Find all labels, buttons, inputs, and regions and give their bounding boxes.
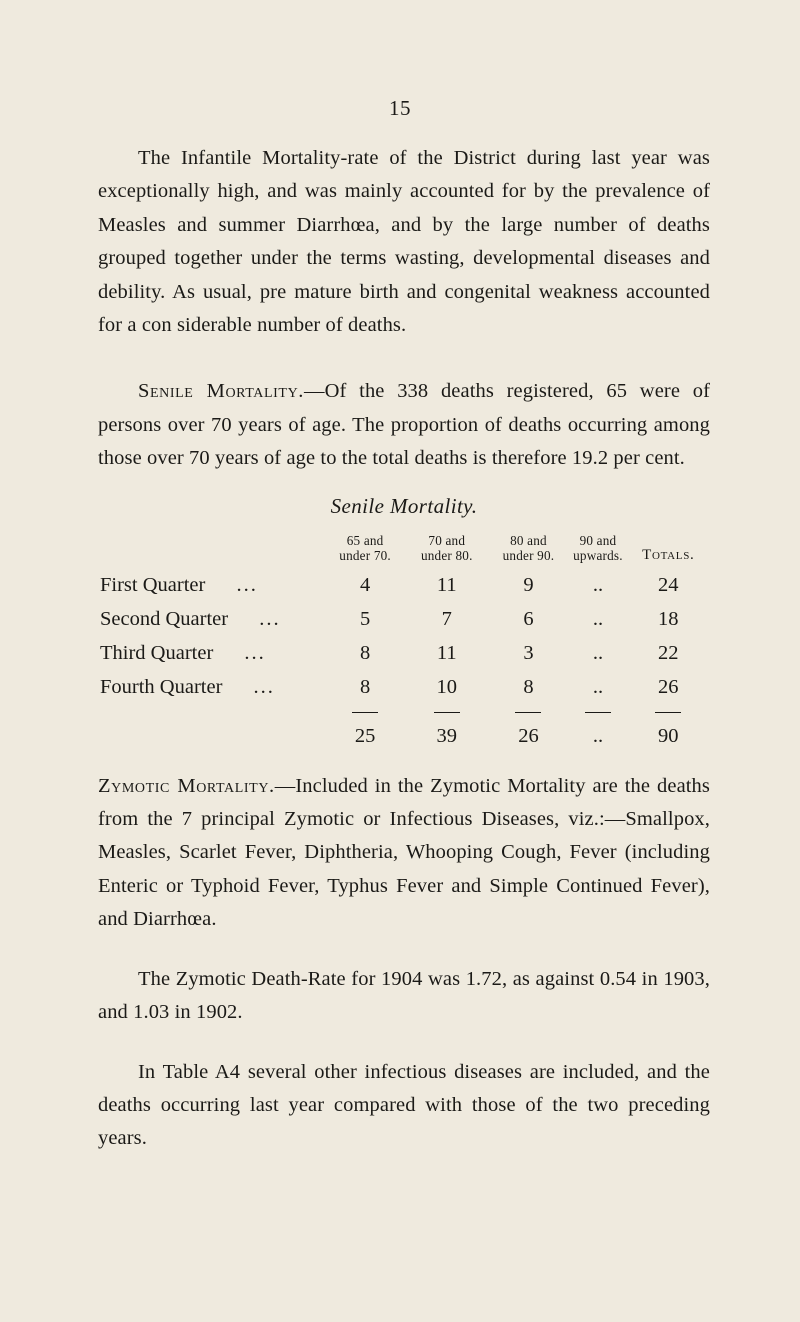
cell-70-80: 11 [436,573,457,596]
table-row [98,671,710,705]
cell-90-upwards: .. [592,607,604,630]
row-label-text: Fourth Quarter [100,675,223,698]
cell-70-80: 7 [441,607,452,630]
spacer [98,1030,710,1056]
header-label [98,533,324,569]
zymotic-mortality-body: —Included in the Zymotic Mortality are the deaths from the 7 principal Zymotic or Infectious Diseases, viz.:—Smallpox, Measles, Scarlet Fever, Diphtheria, Whooping Cough, Fever (including Enteric or Typhoid Fever, Typhus Fever and Simple Continued Fever), and Diarrhœa. [98,774,710,931]
row-label [98,671,324,705]
header-70-80-line2: under 80. [420,547,473,563]
page-number: 15 [389,96,411,120]
table-rule-row [98,705,710,721]
cell-90-upwards: .. [592,573,604,596]
cell-90-upwards: .. [592,675,604,698]
spacer [98,754,710,770]
cell-90-upwards: .. [592,641,604,664]
row-label [98,569,324,603]
cell-total: 26 [658,675,679,698]
zymotic-mortality-heading: Zymotic Mortality. [98,774,275,797]
paragraph-senile-mortality [98,375,710,475]
rule-cell-c [488,705,570,721]
paragraph-infantile-mortality: The Infantile Mortality-rate of the District during last year was exceptionally high, and was mainly accounted for by the prevalence of Measles and summer Diarrhœa, and by the large number of deaths grouped together under the terms wasting, developmental diseases and debility. As usual, pre mature birth and congenital weakness accounted for a con siderable number of deaths. [98,147,710,337]
cell-70-80: 11 [436,641,457,664]
row-leader-dots: ... [236,573,258,596]
row-label [98,637,324,671]
header-totals: Totals. [642,546,695,563]
cell-65-70: 8 [359,675,371,698]
rule-line [352,712,378,714]
cell-80-90: 8 [523,675,534,698]
header-80-90-line1: 80 and [510,532,547,548]
senile-mortality-table [98,533,710,754]
table-head [98,533,710,569]
row-leader-dots: ... [244,641,266,664]
rule-line [434,712,460,714]
table-row [98,603,710,637]
rule-line [655,712,681,714]
table-totals-row [98,721,710,754]
spacer [98,937,710,963]
cell-total: 18 [658,607,679,630]
cell-65-70: 5 [359,607,371,630]
row-label [98,603,324,637]
header-70-80-line1: 70 and [428,532,466,548]
cell-total: 24 [658,573,679,596]
spacer [98,342,710,375]
paragraph-zymotic-mortality [98,770,710,937]
table-row [98,569,710,603]
cell-80-90: 6 [523,607,534,630]
table-title: Senile Mortality. [330,493,478,518]
cell-65-70: 4 [359,573,371,596]
page-content [98,142,710,1156]
totals-70-80: 39 [436,724,458,747]
rule-cell-a [324,705,406,721]
header-80-90-line2: under 90. [502,547,555,563]
paragraph-zymotic-death-rate: The Zymotic Death-Rate for 1904 was 1.72, as against 0.54 in 1903, and 1.03 in 1902. [98,967,710,1024]
rule-cell-b [406,705,488,721]
cell-total: 22 [658,641,679,664]
table-row [98,637,710,671]
row-leader-dots: ... [259,607,281,630]
cell-70-80: 10 [436,675,458,698]
row-label-text: Third Quarter [100,641,214,664]
row-leader-dots: ... [253,675,275,698]
totals-90-upwards: .. [592,724,604,747]
rule-line [515,712,541,714]
totals-65-70: 25 [354,724,376,747]
row-label-text: First Quarter [100,573,206,596]
rule-cell-d [569,705,626,721]
row-label-text: Second Quarter [100,607,229,630]
header-90-upwards [569,533,626,569]
header-65-70-line1: 65 and [346,532,384,548]
header-70-80 [406,533,488,569]
rule-line [585,712,611,714]
header-65-70 [324,533,406,569]
senile-mortality-body: —Of the 338 deaths registered, 65 were of persons over 70 years of age. The proportion of deaths occurring among those over 70 years of age to the total deaths is therefore 19.2 per cent. [98,380,710,470]
rule-cell-label [98,705,324,721]
totals-label [98,721,324,754]
cell-65-70: 8 [359,641,371,664]
header-90-upwards-line1: 90 and [579,532,617,548]
table-header-row [98,533,710,569]
senile-mortality-heading: Senile Mortality. [138,380,305,403]
totals-80-90: 26 [518,724,539,747]
header-65-70-line2: under 70. [339,547,391,563]
rule-cell-e [627,705,710,721]
header-80-90 [488,533,570,569]
cell-80-90: 3 [523,641,534,664]
table-body [98,569,710,754]
header-90-upwards-line2: upwards. [573,547,623,563]
paragraph-table-a4: In Table A4 several other infectious diseases are included, and the deaths occurring last year compared with those of the two preceding years. [98,1060,710,1150]
totals-total: 90 [658,724,679,747]
cell-80-90: 9 [523,573,534,596]
